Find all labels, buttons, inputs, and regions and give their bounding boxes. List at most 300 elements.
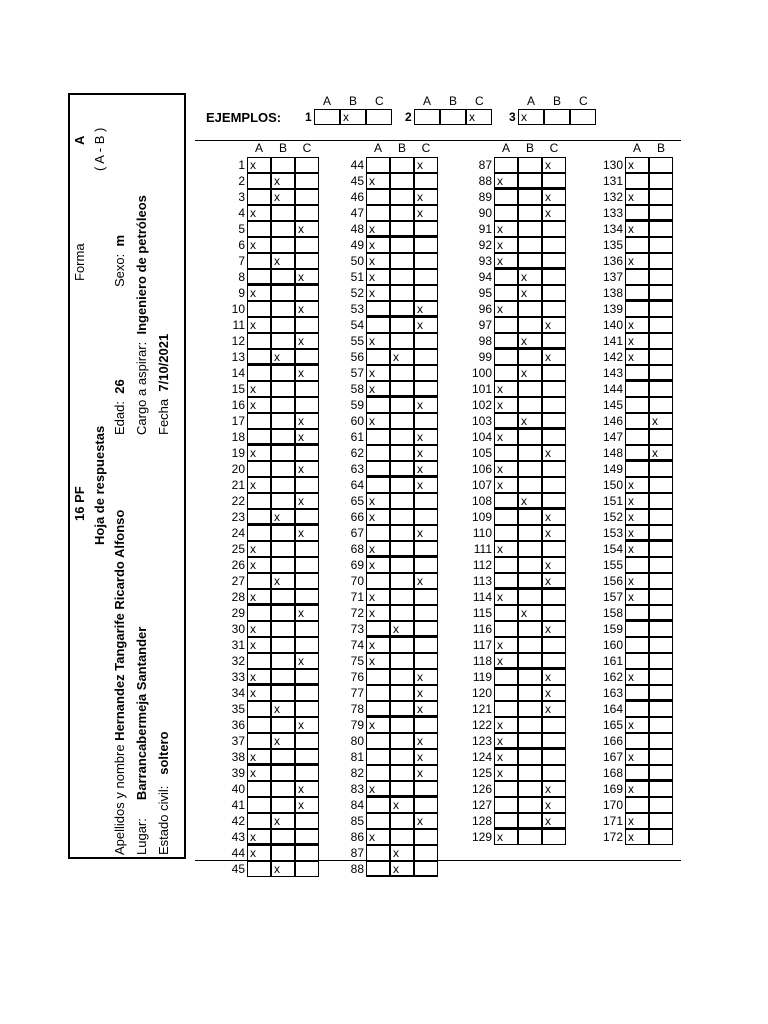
answer-cell-70-A[interactable] [366, 573, 390, 589]
answer-cell-172-B[interactable] [649, 829, 673, 845]
answer-cell-3-C[interactable] [295, 189, 319, 205]
answer-cell-165-A[interactable]: x [625, 717, 649, 733]
answer-cell-64-A[interactable] [366, 477, 390, 493]
answer-cell-17-C[interactable]: x [295, 413, 319, 429]
answer-cell-46-A[interactable] [366, 189, 390, 205]
answer-cell-44-C[interactable]: x [414, 157, 438, 173]
answer-cell-17-B[interactable] [271, 413, 295, 429]
answer-cell-63-B[interactable] [390, 461, 414, 477]
answer-cell-75-A[interactable]: x [366, 653, 390, 669]
answer-cell-83-C[interactable] [414, 781, 438, 797]
answer-cell-54-C[interactable]: x [414, 317, 438, 333]
answer-cell-151-B[interactable] [649, 493, 673, 509]
answer-cell-72-A[interactable]: x [366, 605, 390, 621]
answer-cell-49-B[interactable] [390, 237, 414, 253]
answer-cell-129-B[interactable] [518, 829, 542, 845]
answer-cell-27-C[interactable] [295, 573, 319, 589]
answer-cell-88-B[interactable]: x [390, 861, 414, 877]
answer-cell-68-A[interactable]: x [366, 541, 390, 557]
answer-cell-28-A[interactable]: x [247, 589, 271, 605]
answer-cell-112-B[interactable] [518, 557, 542, 573]
answer-cell-85-C[interactable]: x [414, 813, 438, 829]
answer-cell-128-B[interactable] [518, 813, 542, 829]
answer-cell-133-A[interactable] [625, 205, 649, 221]
answer-cell-30-C[interactable] [295, 621, 319, 637]
answer-cell-155-A[interactable] [625, 557, 649, 573]
answer-cell-45-B[interactable] [390, 173, 414, 189]
answer-cell-88-C[interactable] [542, 173, 566, 189]
answer-cell-152-A[interactable]: x [625, 509, 649, 525]
answer-cell-87-A[interactable] [366, 845, 390, 861]
answer-cell-29-A[interactable] [247, 605, 271, 621]
answer-cell-3-B[interactable]: x [271, 189, 295, 205]
answer-cell-164-B[interactable] [649, 701, 673, 717]
answer-cell-51-A[interactable]: x [366, 269, 390, 285]
answer-cell-88-A[interactable] [366, 861, 390, 877]
answer-cell-58-A[interactable]: x [366, 381, 390, 397]
answer-cell-108-B[interactable]: x [518, 493, 542, 509]
answer-cell-155-B[interactable] [649, 557, 673, 573]
answer-cell-122-B[interactable] [518, 717, 542, 733]
answer-cell-135-B[interactable] [649, 237, 673, 253]
answer-cell-55-A[interactable]: x [366, 333, 390, 349]
answer-cell-148-B[interactable]: x [649, 445, 673, 461]
answer-cell-34-B[interactable] [271, 685, 295, 701]
answer-cell-55-C[interactable] [414, 333, 438, 349]
answer-cell-90-A[interactable] [494, 205, 518, 221]
answer-cell-166-A[interactable] [625, 733, 649, 749]
answer-cell-70-C[interactable]: x [414, 573, 438, 589]
answer-cell-125-A[interactable]: x [494, 765, 518, 781]
answer-cell-98-A[interactable] [494, 333, 518, 349]
answer-cell-58-B[interactable] [390, 381, 414, 397]
answer-cell-68-C[interactable] [414, 541, 438, 557]
answer-cell-56-B[interactable]: x [390, 349, 414, 365]
answer-cell-110-B[interactable] [518, 525, 542, 541]
answer-cell-38-B[interactable] [271, 749, 295, 765]
answer-cell-6-B[interactable] [271, 237, 295, 253]
answer-cell-91-C[interactable] [542, 221, 566, 237]
example-2-box-C[interactable]: x [466, 109, 492, 125]
answer-cell-123-A[interactable]: x [494, 733, 518, 749]
answer-cell-144-A[interactable] [625, 381, 649, 397]
answer-cell-169-A[interactable]: x [625, 781, 649, 797]
answer-cell-119-A[interactable] [494, 669, 518, 685]
answer-cell-42-A[interactable] [247, 813, 271, 829]
answer-cell-5-B[interactable] [271, 221, 295, 237]
answer-cell-125-C[interactable] [542, 765, 566, 781]
answer-cell-95-A[interactable] [494, 285, 518, 301]
answer-cell-107-A[interactable]: x [494, 477, 518, 493]
answer-cell-106-C[interactable] [542, 461, 566, 477]
answer-cell-21-C[interactable] [295, 477, 319, 493]
answer-cell-48-A[interactable]: x [366, 221, 390, 237]
answer-cell-83-A[interactable]: x [366, 781, 390, 797]
answer-cell-98-B[interactable]: x [518, 333, 542, 349]
answer-cell-88-C[interactable] [414, 861, 438, 877]
answer-cell-16-B[interactable] [271, 397, 295, 413]
answer-cell-39-B[interactable] [271, 765, 295, 781]
answer-cell-7-A[interactable] [247, 253, 271, 269]
answer-cell-72-B[interactable] [390, 605, 414, 621]
answer-cell-92-A[interactable]: x [494, 237, 518, 253]
answer-cell-77-C[interactable]: x [414, 685, 438, 701]
answer-cell-121-A[interactable] [494, 701, 518, 717]
answer-cell-39-A[interactable]: x [247, 765, 271, 781]
answer-cell-69-C[interactable] [414, 557, 438, 573]
answer-cell-43-B[interactable] [271, 829, 295, 845]
answer-cell-20-C[interactable]: x [295, 461, 319, 477]
answer-cell-15-A[interactable]: x [247, 381, 271, 397]
answer-cell-56-A[interactable] [366, 349, 390, 365]
answer-cell-45-C[interactable] [414, 173, 438, 189]
answer-cell-44-A[interactable]: x [247, 845, 271, 861]
answer-cell-62-C[interactable]: x [414, 445, 438, 461]
answer-cell-160-B[interactable] [649, 637, 673, 653]
answer-cell-61-A[interactable] [366, 429, 390, 445]
answer-cell-50-A[interactable]: x [366, 253, 390, 269]
answer-cell-107-C[interactable] [542, 477, 566, 493]
answer-cell-95-B[interactable]: x [518, 285, 542, 301]
answer-cell-118-A[interactable]: x [494, 653, 518, 669]
answer-cell-75-C[interactable] [414, 653, 438, 669]
answer-cell-96-B[interactable] [518, 301, 542, 317]
answer-cell-47-B[interactable] [390, 205, 414, 221]
answer-cell-18-A[interactable] [247, 429, 271, 445]
answer-cell-8-B[interactable] [271, 269, 295, 285]
answer-cell-128-C[interactable]: x [542, 813, 566, 829]
answer-cell-159-B[interactable] [649, 621, 673, 637]
answer-cell-101-C[interactable] [542, 381, 566, 397]
answer-cell-163-A[interactable] [625, 685, 649, 701]
answer-cell-27-B[interactable]: x [271, 573, 295, 589]
answer-cell-35-C[interactable] [295, 701, 319, 717]
answer-cell-87-B[interactable]: x [390, 845, 414, 861]
answer-cell-95-C[interactable] [542, 285, 566, 301]
answer-cell-170-B[interactable] [649, 797, 673, 813]
answer-cell-66-A[interactable]: x [366, 509, 390, 525]
answer-cell-29-B[interactable] [271, 605, 295, 621]
answer-cell-111-B[interactable] [518, 541, 542, 557]
answer-cell-11-B[interactable] [271, 317, 295, 333]
answer-cell-25-A[interactable]: x [247, 541, 271, 557]
example-2-box-B[interactable] [440, 109, 466, 125]
answer-cell-162-B[interactable] [649, 669, 673, 685]
answer-cell-132-A[interactable]: x [625, 189, 649, 205]
answer-cell-71-A[interactable]: x [366, 589, 390, 605]
answer-cell-85-B[interactable] [390, 813, 414, 829]
answer-cell-44-B[interactable] [390, 157, 414, 173]
answer-cell-99-C[interactable]: x [542, 349, 566, 365]
answer-cell-117-C[interactable] [542, 637, 566, 653]
answer-cell-79-C[interactable] [414, 717, 438, 733]
answer-cell-126-B[interactable] [518, 781, 542, 797]
answer-cell-54-B[interactable] [390, 317, 414, 333]
answer-cell-111-C[interactable] [542, 541, 566, 557]
answer-cell-61-B[interactable] [390, 429, 414, 445]
answer-cell-44-B[interactable] [271, 845, 295, 861]
answer-cell-12-B[interactable] [271, 333, 295, 349]
answer-cell-77-B[interactable] [390, 685, 414, 701]
answer-cell-82-A[interactable] [366, 765, 390, 781]
answer-cell-5-A[interactable] [247, 221, 271, 237]
answer-cell-30-B[interactable] [271, 621, 295, 637]
answer-cell-99-A[interactable] [494, 349, 518, 365]
answer-cell-14-A[interactable] [247, 365, 271, 381]
answer-cell-156-A[interactable]: x [625, 573, 649, 589]
answer-cell-86-A[interactable]: x [366, 829, 390, 845]
answer-cell-105-B[interactable] [518, 445, 542, 461]
answer-cell-88-A[interactable]: x [494, 173, 518, 189]
answer-cell-33-A[interactable]: x [247, 669, 271, 685]
answer-cell-111-A[interactable]: x [494, 541, 518, 557]
answer-cell-33-C[interactable] [295, 669, 319, 685]
answer-cell-109-B[interactable] [518, 509, 542, 525]
answer-cell-66-B[interactable] [390, 509, 414, 525]
answer-cell-46-B[interactable] [390, 189, 414, 205]
answer-cell-17-A[interactable] [247, 413, 271, 429]
answer-cell-103-A[interactable] [494, 413, 518, 429]
answer-cell-86-B[interactable] [390, 829, 414, 845]
answer-cell-14-C[interactable]: x [295, 365, 319, 381]
answer-cell-41-A[interactable] [247, 797, 271, 813]
answer-cell-60-B[interactable] [390, 413, 414, 429]
answer-cell-98-C[interactable] [542, 333, 566, 349]
answer-cell-37-A[interactable] [247, 733, 271, 749]
answer-cell-53-C[interactable]: x [414, 301, 438, 317]
answer-cell-76-A[interactable] [366, 669, 390, 685]
answer-cell-18-C[interactable]: x [295, 429, 319, 445]
answer-cell-104-C[interactable] [542, 429, 566, 445]
answer-cell-2-A[interactable] [247, 173, 271, 189]
answer-cell-74-A[interactable]: x [366, 637, 390, 653]
example-1-box-A[interactable] [314, 109, 340, 125]
answer-cell-67-A[interactable] [366, 525, 390, 541]
answer-cell-161-B[interactable] [649, 653, 673, 669]
answer-cell-102-C[interactable] [542, 397, 566, 413]
answer-cell-146-B[interactable]: x [649, 413, 673, 429]
answer-cell-91-B[interactable] [518, 221, 542, 237]
answer-cell-24-A[interactable] [247, 525, 271, 541]
answer-cell-64-B[interactable] [390, 477, 414, 493]
answer-cell-11-C[interactable] [295, 317, 319, 333]
answer-cell-97-A[interactable] [494, 317, 518, 333]
answer-cell-87-B[interactable] [518, 157, 542, 173]
answer-cell-87-C[interactable] [414, 845, 438, 861]
answer-cell-171-A[interactable]: x [625, 813, 649, 829]
answer-cell-132-B[interactable] [649, 189, 673, 205]
answer-cell-167-A[interactable]: x [625, 749, 649, 765]
answer-cell-139-B[interactable] [649, 301, 673, 317]
answer-cell-115-C[interactable] [542, 605, 566, 621]
answer-cell-52-B[interactable] [390, 285, 414, 301]
answer-cell-121-C[interactable]: x [542, 701, 566, 717]
answer-cell-94-C[interactable] [542, 269, 566, 285]
answer-cell-45-B[interactable]: x [271, 861, 295, 877]
answer-cell-50-C[interactable] [414, 253, 438, 269]
answer-cell-1-A[interactable]: x [247, 157, 271, 173]
answer-cell-161-A[interactable] [625, 653, 649, 669]
answer-cell-15-B[interactable] [271, 381, 295, 397]
answer-cell-65-A[interactable]: x [366, 493, 390, 509]
answer-cell-27-A[interactable] [247, 573, 271, 589]
answer-cell-118-C[interactable] [542, 653, 566, 669]
answer-cell-90-C[interactable]: x [542, 205, 566, 221]
answer-cell-65-C[interactable] [414, 493, 438, 509]
answer-cell-20-B[interactable] [271, 461, 295, 477]
answer-cell-124-C[interactable] [542, 749, 566, 765]
answer-cell-158-A[interactable] [625, 605, 649, 621]
answer-cell-170-A[interactable] [625, 797, 649, 813]
answer-cell-113-B[interactable] [518, 573, 542, 589]
answer-cell-146-A[interactable] [625, 413, 649, 429]
answer-cell-139-A[interactable] [625, 301, 649, 317]
answer-cell-142-A[interactable]: x [625, 349, 649, 365]
answer-cell-6-C[interactable] [295, 237, 319, 253]
answer-cell-108-A[interactable] [494, 493, 518, 509]
answer-cell-70-B[interactable] [390, 573, 414, 589]
answer-cell-84-B[interactable]: x [390, 797, 414, 813]
answer-cell-16-C[interactable] [295, 397, 319, 413]
answer-cell-79-A[interactable]: x [366, 717, 390, 733]
example-3-box-A[interactable]: x [518, 109, 544, 125]
answer-cell-123-B[interactable] [518, 733, 542, 749]
answer-cell-80-B[interactable] [390, 733, 414, 749]
answer-cell-93-C[interactable] [542, 253, 566, 269]
answer-cell-62-B[interactable] [390, 445, 414, 461]
answer-cell-57-C[interactable] [414, 365, 438, 381]
answer-cell-21-A[interactable]: x [247, 477, 271, 493]
answer-cell-119-C[interactable]: x [542, 669, 566, 685]
answer-cell-6-A[interactable]: x [247, 237, 271, 253]
answer-cell-53-A[interactable] [366, 301, 390, 317]
answer-cell-38-A[interactable]: x [247, 749, 271, 765]
answer-cell-124-B[interactable] [518, 749, 542, 765]
answer-cell-93-A[interactable]: x [494, 253, 518, 269]
answer-cell-16-A[interactable]: x [247, 397, 271, 413]
answer-cell-125-B[interactable] [518, 765, 542, 781]
answer-cell-101-A[interactable]: x [494, 381, 518, 397]
answer-cell-169-B[interactable] [649, 781, 673, 797]
answer-cell-137-A[interactable] [625, 269, 649, 285]
answer-cell-104-A[interactable]: x [494, 429, 518, 445]
answer-cell-120-C[interactable]: x [542, 685, 566, 701]
answer-cell-118-B[interactable] [518, 653, 542, 669]
answer-cell-103-B[interactable]: x [518, 413, 542, 429]
answer-cell-25-C[interactable] [295, 541, 319, 557]
answer-cell-154-B[interactable] [649, 541, 673, 557]
answer-cell-47-C[interactable]: x [414, 205, 438, 221]
answer-cell-109-A[interactable] [494, 509, 518, 525]
answer-cell-92-C[interactable] [542, 237, 566, 253]
answer-cell-84-C[interactable] [414, 797, 438, 813]
answer-cell-75-B[interactable] [390, 653, 414, 669]
answer-cell-99-B[interactable] [518, 349, 542, 365]
answer-cell-23-A[interactable] [247, 509, 271, 525]
answer-cell-32-A[interactable] [247, 653, 271, 669]
answer-cell-4-A[interactable]: x [247, 205, 271, 221]
answer-cell-48-B[interactable] [390, 221, 414, 237]
answer-cell-10-C[interactable]: x [295, 301, 319, 317]
answer-cell-104-B[interactable] [518, 429, 542, 445]
answer-cell-105-C[interactable]: x [542, 445, 566, 461]
answer-cell-63-A[interactable] [366, 461, 390, 477]
answer-cell-130-B[interactable] [649, 157, 673, 173]
answer-cell-43-C[interactable] [295, 829, 319, 845]
answer-cell-102-B[interactable] [518, 397, 542, 413]
answer-cell-22-C[interactable]: x [295, 493, 319, 509]
answer-cell-45-A[interactable]: x [366, 173, 390, 189]
answer-cell-67-C[interactable]: x [414, 525, 438, 541]
answer-cell-37-C[interactable] [295, 733, 319, 749]
answer-cell-63-C[interactable]: x [414, 461, 438, 477]
answer-cell-51-B[interactable] [390, 269, 414, 285]
answer-cell-74-B[interactable] [390, 637, 414, 653]
answer-cell-35-B[interactable]: x [271, 701, 295, 717]
answer-cell-171-B[interactable] [649, 813, 673, 829]
answer-cell-34-A[interactable]: x [247, 685, 271, 701]
answer-cell-36-C[interactable]: x [295, 717, 319, 733]
answer-cell-30-A[interactable]: x [247, 621, 271, 637]
answer-cell-1-B[interactable] [271, 157, 295, 173]
answer-cell-97-C[interactable]: x [542, 317, 566, 333]
answer-cell-80-C[interactable]: x [414, 733, 438, 749]
answer-cell-44-A[interactable] [366, 157, 390, 173]
answer-cell-93-B[interactable] [518, 253, 542, 269]
answer-cell-97-B[interactable] [518, 317, 542, 333]
answer-cell-56-C[interactable] [414, 349, 438, 365]
answer-cell-78-C[interactable]: x [414, 701, 438, 717]
answer-cell-128-A[interactable] [494, 813, 518, 829]
answer-cell-40-A[interactable] [247, 781, 271, 797]
answer-cell-68-B[interactable] [390, 541, 414, 557]
answer-cell-116-A[interactable] [494, 621, 518, 637]
answer-cell-135-A[interactable] [625, 237, 649, 253]
answer-cell-46-C[interactable]: x [414, 189, 438, 205]
answer-cell-89-A[interactable] [494, 189, 518, 205]
answer-cell-22-A[interactable] [247, 493, 271, 509]
answer-cell-164-A[interactable] [625, 701, 649, 717]
answer-cell-158-B[interactable] [649, 605, 673, 621]
answer-cell-114-A[interactable]: x [494, 589, 518, 605]
answer-cell-102-A[interactable]: x [494, 397, 518, 413]
answer-cell-136-B[interactable] [649, 253, 673, 269]
answer-cell-87-C[interactable]: x [542, 157, 566, 173]
answer-cell-43-A[interactable]: x [247, 829, 271, 845]
answer-cell-107-B[interactable] [518, 477, 542, 493]
answer-cell-126-A[interactable] [494, 781, 518, 797]
answer-cell-72-C[interactable] [414, 605, 438, 621]
answer-cell-4-C[interactable] [295, 205, 319, 221]
answer-cell-29-C[interactable]: x [295, 605, 319, 621]
answer-cell-64-C[interactable]: x [414, 477, 438, 493]
answer-cell-159-A[interactable] [625, 621, 649, 637]
answer-cell-20-A[interactable] [247, 461, 271, 477]
answer-cell-147-A[interactable] [625, 429, 649, 445]
answer-cell-13-A[interactable] [247, 349, 271, 365]
answer-cell-83-B[interactable] [390, 781, 414, 797]
answer-cell-106-B[interactable] [518, 461, 542, 477]
answer-cell-11-A[interactable]: x [247, 317, 271, 333]
answer-cell-53-B[interactable] [390, 301, 414, 317]
answer-cell-156-B[interactable] [649, 573, 673, 589]
answer-cell-4-B[interactable] [271, 205, 295, 221]
answer-cell-71-C[interactable] [414, 589, 438, 605]
answer-cell-62-A[interactable] [366, 445, 390, 461]
answer-cell-145-B[interactable] [649, 397, 673, 413]
answer-cell-168-B[interactable] [649, 765, 673, 781]
answer-cell-116-C[interactable]: x [542, 621, 566, 637]
